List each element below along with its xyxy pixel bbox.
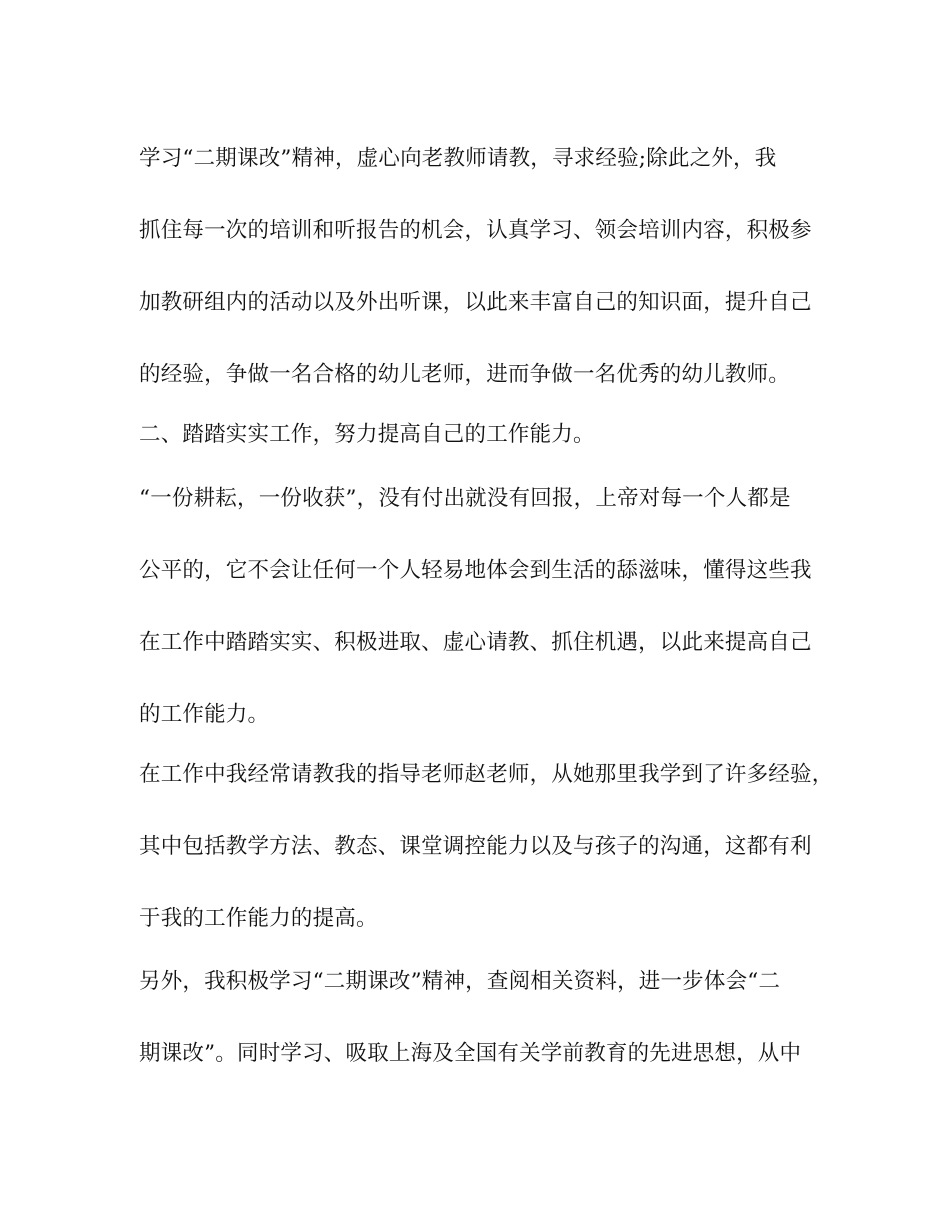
text-line-11: 其中包括教学方法、教态、课堂调控能力以及与孩子的沟通，这都有利 [139,834,812,859]
text-line-3: 加教研组内的活动以及外出听课，以此来丰富自己的知识面，提升自己 [139,290,812,315]
text-line-8: 在工作中踏踏实实、积极进取、虚心请教、抓住机遇，以此来提高自己 [139,630,812,655]
text-line-6: “一份耕耘，一份收获”，没有付出就没有回报，上帝对每一个人都是 [139,486,791,511]
text-line-2: 抓住每一次的培训和听报告的机会，认真学习、领会培训内容，积极参 [139,218,812,243]
text-line-10: 在工作中我经常请教我的指导老师赵老师，从她那里我学到了许多经验， [139,762,834,787]
text-line-12: 于我的工作能力的提高。 [139,906,378,931]
text-line-13: 另外，我积极学习“二期课改”精神，查阅相关资料，进一步体会“二 [139,969,781,994]
text-line-14: 期课改”。同时学习、吸取上海及全国有关学前教育的先进思想，从中 [139,1041,802,1066]
section-heading: 二、踏踏实实工作，努力提高自己的工作能力。 [139,422,595,447]
text-line-1: 学习“二期课改”精神，虚心向老教师请教，寻求经验;除此之外，我 [139,146,777,171]
text-line-7: 公平的，它不会让任何一个人轻易地体会到生活的舔滋味，懂得这些我 [139,558,812,583]
text-line-9: 的工作能力。 [139,702,270,727]
text-line-4: 的经验，争做一名合格的幼儿老师，进而争做一名优秀的幼儿教师。 [139,362,791,387]
